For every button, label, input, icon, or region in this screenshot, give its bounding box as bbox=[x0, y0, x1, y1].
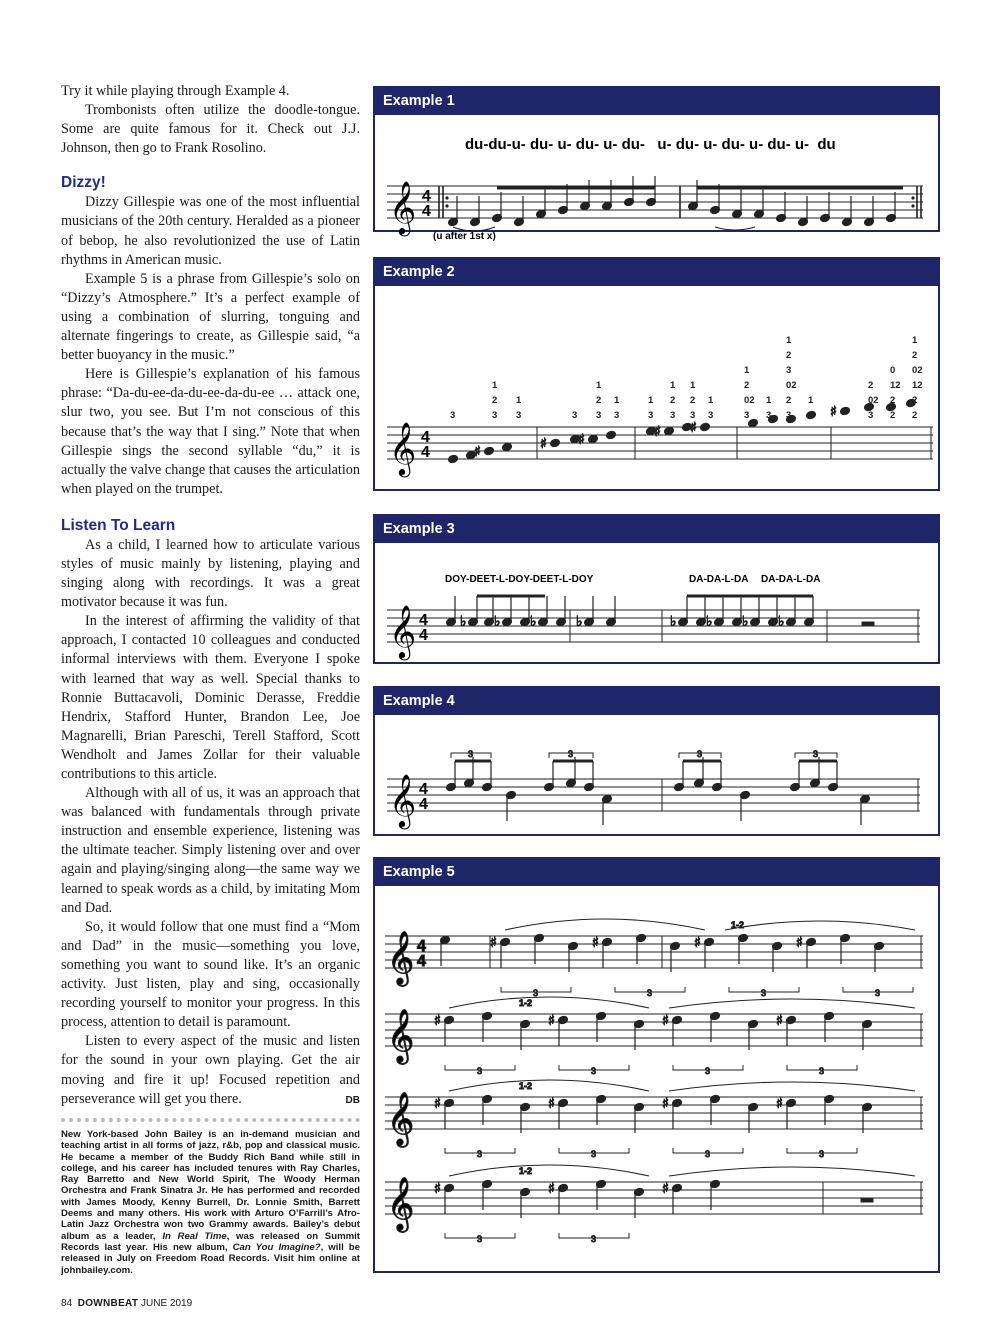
svg-text:4: 4 bbox=[419, 781, 428, 798]
sharp-sign: ♯ bbox=[548, 1096, 555, 1112]
example-title: Example 1 bbox=[375, 88, 938, 115]
flat-sign: ♭ bbox=[706, 614, 713, 630]
flat-sign: ♭ bbox=[742, 614, 749, 630]
sharp-sign: ♯ bbox=[776, 1013, 783, 1029]
sharp-sign: ♯ bbox=[796, 935, 803, 951]
example-2 bbox=[373, 257, 940, 491]
sharp-sign: ♯ bbox=[830, 404, 837, 420]
fingering-number: 2 bbox=[912, 350, 918, 361]
notation-example-4 bbox=[375, 715, 938, 834]
fingering-number: 2 bbox=[744, 380, 750, 391]
rest bbox=[861, 1198, 873, 1202]
notation-example-1 bbox=[375, 115, 938, 242]
time-sig: 4 bbox=[422, 188, 431, 205]
fingering-number: 2 bbox=[596, 395, 602, 406]
paragraph: In the interest of affirming the validity of that approach, I contacted 10 colleagues and conducted informal interviews with them. Everyone I spoke with learned that way as well. Special thanks to Ronnie Buttacavoli, Dominic Derasse, Freddie Hendrix, Stafford Hunter, Brandon Lee, Joe Magnarelli, Brian Pareschi, Terell Stafford, Scott Wendholt and James Zollar for their valuable contributions to this article. bbox=[61, 613, 360, 782]
fingering-label: 1-2 bbox=[519, 998, 533, 1008]
tuplet-number: 3 bbox=[468, 749, 474, 759]
example-1 bbox=[373, 86, 940, 242]
fingering-number: 3 bbox=[492, 410, 498, 421]
svg-text:4: 4 bbox=[419, 612, 428, 629]
example-title: Example 2 bbox=[375, 259, 938, 286]
paragraph: Listen to every aspect of the music and listen for the sound in your own playing. Get the air moving and fire it up! Focused repetition and perseverance will get you there. bbox=[61, 1033, 360, 1107]
bio-text: , was released on Summit Records last year. His new album, bbox=[61, 1230, 360, 1253]
fingering-number: 1 bbox=[648, 395, 654, 406]
paragraph: Try it while playing through Example 4. bbox=[61, 83, 290, 99]
sharp-sign: ♯ bbox=[694, 935, 701, 951]
fingering-number: 3 bbox=[450, 410, 456, 421]
paragraph: Example 5 is a phrase from Gillespie’s solo on “Dizzy’s Atmosphere.” It’s a perfect example of using a combination of slurring, tonguing and alternate fingerings to create, as Gillespie said, “a better buoyancy in the music.” bbox=[61, 270, 360, 364]
fingering-number: 1 bbox=[766, 395, 772, 406]
tuplet-number: 3 bbox=[819, 1149, 825, 1159]
section-heading-listen-to-learn: Listen To Learn bbox=[61, 516, 176, 534]
fingering-number: 12 bbox=[912, 380, 923, 391]
album-title: Can You Imagine? bbox=[232, 1241, 321, 1253]
tuplet-number: 3 bbox=[647, 988, 653, 998]
fingering-number: 3 bbox=[766, 410, 772, 421]
svg-text:4: 4 bbox=[417, 938, 426, 955]
syllable-text: DOY-DEET-L-DOY-DEET-L-DOY bbox=[445, 574, 594, 585]
fingering-number: 1 bbox=[614, 395, 620, 406]
fingering-number: 02 bbox=[786, 380, 797, 391]
treble-clef-icon: 𝄞 bbox=[389, 604, 417, 658]
note-head bbox=[484, 446, 495, 456]
note-head bbox=[448, 454, 459, 464]
fingering-number: 2 bbox=[670, 395, 676, 406]
notation-example-2 bbox=[375, 286, 938, 489]
notation-example-3 bbox=[375, 543, 938, 662]
fingering-label: 1-2 bbox=[519, 1166, 533, 1176]
fingering-number: 1 bbox=[690, 380, 696, 391]
article-column bbox=[61, 82, 360, 1106]
fingering-number: 02 bbox=[868, 395, 879, 406]
sharp-sign: ♯ bbox=[662, 1096, 669, 1112]
tuplet-number: 3 bbox=[705, 1149, 711, 1159]
fingering-number: 3 bbox=[786, 365, 792, 376]
note-head bbox=[588, 434, 599, 444]
fingering-number: 1 bbox=[596, 380, 602, 391]
tuplet-number: 3 bbox=[761, 988, 767, 998]
paragraph: Dizzy Gillespie was one of the most influential musicians of the 20th century. Heralded as a pioneer of bebop, he also revolutionized the use of Latin rhythms in American music. bbox=[61, 194, 360, 268]
sharp-sign: ♯ bbox=[474, 444, 481, 460]
example-title: Example 4 bbox=[375, 688, 938, 715]
fingering-number: 02 bbox=[744, 395, 755, 406]
slur bbox=[669, 1082, 915, 1091]
tuplet-number: 3 bbox=[477, 1234, 483, 1244]
fingering-number: 3 bbox=[868, 410, 874, 421]
fingering-number: 3 bbox=[648, 410, 654, 421]
tuplet-number: 3 bbox=[568, 749, 574, 759]
note-head bbox=[550, 438, 561, 448]
slur bbox=[449, 997, 649, 1008]
flat-sign: ♭ bbox=[460, 614, 467, 630]
sharp-sign: ♯ bbox=[434, 1013, 441, 1029]
slur bbox=[669, 999, 915, 1008]
slur bbox=[725, 921, 915, 930]
example-title: Example 3 bbox=[375, 516, 938, 543]
fingering-number: 3 bbox=[708, 410, 714, 421]
treble-clef-icon: 𝄞 bbox=[389, 773, 417, 827]
fingering-number: 1 bbox=[516, 395, 522, 406]
flat-sign: ♭ bbox=[494, 614, 501, 630]
album-title: In Real Time bbox=[162, 1230, 227, 1242]
sharp-sign: ♯ bbox=[578, 432, 585, 448]
fingering-number: 2 bbox=[912, 410, 918, 421]
sharp-sign: ♯ bbox=[662, 1181, 669, 1197]
fingering-number: 2 bbox=[492, 395, 498, 406]
tuplet-number: 3 bbox=[591, 1066, 597, 1076]
sharp-sign: ♯ bbox=[490, 935, 497, 951]
sharp-sign: ♯ bbox=[434, 1181, 441, 1197]
sharp-sign: ♯ bbox=[592, 935, 599, 951]
sharp-sign: ♯ bbox=[776, 1096, 783, 1112]
note-head bbox=[502, 442, 513, 452]
tuplet-number: 3 bbox=[697, 749, 703, 759]
example-5 bbox=[373, 857, 940, 1273]
author-bio bbox=[61, 1129, 360, 1276]
fingering-number: 12 bbox=[890, 380, 901, 391]
svg-text:4: 4 bbox=[421, 429, 430, 446]
tuplet-number: 3 bbox=[477, 1149, 483, 1159]
treble-clef-icon: 𝄞 bbox=[387, 930, 415, 984]
rest bbox=[862, 622, 874, 626]
example-3 bbox=[373, 514, 940, 664]
svg-text:4: 4 bbox=[419, 796, 428, 813]
flat-sign: ♭ bbox=[670, 614, 677, 630]
example-title: Example 5 bbox=[375, 859, 938, 886]
fingering-number: 1 bbox=[912, 335, 918, 346]
paragraph: Although with all of us, it was an approach that was balanced with fundamentals through private instruction and ensemble experience, listening was the ultimate teacher. Simply listening over and over again and playing/singing along—the same way we learned to speak words as a child, by imitating Mom and Dad. bbox=[61, 785, 360, 916]
page-number: 84 bbox=[61, 1298, 73, 1309]
syllable-text: du-du-u- du- u- du- u- du- u- du- u- du- u- du- u- du bbox=[465, 136, 836, 153]
tuplet-number: 3 bbox=[533, 988, 539, 998]
fingering-label: 1-2 bbox=[731, 920, 745, 930]
fingering-number: 2 bbox=[868, 380, 874, 391]
tuplet-number: 3 bbox=[875, 988, 881, 998]
fingering-number: 3 bbox=[614, 410, 620, 421]
slur bbox=[669, 1167, 915, 1176]
treble-clef-icon: 𝄞 bbox=[389, 421, 417, 475]
sharp-sign: ♯ bbox=[548, 1181, 555, 1197]
slur bbox=[715, 227, 755, 230]
fingering-number: 3 bbox=[808, 410, 814, 421]
svg-text:4: 4 bbox=[422, 203, 431, 220]
fingering-number: 3 bbox=[744, 410, 750, 421]
fingering-number: 3 bbox=[596, 410, 602, 421]
tuplet-number: 3 bbox=[819, 1066, 825, 1076]
sharp-sign: ♯ bbox=[662, 1013, 669, 1029]
issue-date: JUNE 2019 bbox=[141, 1298, 193, 1309]
note-head bbox=[664, 426, 675, 436]
slur bbox=[449, 1165, 649, 1176]
fingering-number: 02 bbox=[912, 365, 923, 376]
svg-text:4: 4 bbox=[419, 627, 428, 644]
sharp-sign: ♯ bbox=[548, 1013, 555, 1029]
tuplet-number: 3 bbox=[591, 1234, 597, 1244]
fingering-number: 0 bbox=[890, 365, 896, 376]
tuplet-number: 3 bbox=[591, 1149, 597, 1159]
fingering-number: 3 bbox=[572, 410, 578, 421]
bio-divider bbox=[61, 1118, 360, 1122]
treble-clef-icon: 𝄞 bbox=[387, 1008, 415, 1062]
section-heading-dizzy: Dizzy! bbox=[61, 174, 106, 192]
fingering-number: 2 bbox=[890, 410, 896, 421]
sharp-sign: ♯ bbox=[540, 436, 547, 452]
fingering-number: 2 bbox=[690, 395, 696, 406]
treble-clef-icon: 𝄞 bbox=[389, 180, 417, 234]
bio-text: , will be released in July on Freedom Road Records. Visit him online at johnbailey.com. bbox=[61, 1241, 360, 1276]
bio-text: New York-based John Bailey is an in-demand musician and teaching artist in all forms of jazz, r&b, pop and classical music. He became a member of the Buddy Rich Band while still in college, and his career has included tenures with Ray Charles, Ray Barretto and New World Spirit, The Woody Herman Orchestra and Frank Sinatra Jr. He has performed and recorded with James Moody, Kenny Burrell, Dr. Lonnie Smith, Barrett Deems and many others. His work with Arturo O’Farrill’s Afro-Latin Jazz Orchestra won two Grammy awards. Bailey’s debut album as a leader, bbox=[61, 1129, 360, 1242]
fingering-number: 2 bbox=[786, 395, 792, 406]
fingering-number: 2 bbox=[786, 350, 792, 361]
slur bbox=[449, 1080, 649, 1091]
tuplet-number: 3 bbox=[477, 1066, 483, 1076]
sharp-sign: ♯ bbox=[434, 1096, 441, 1112]
svg-text:4: 4 bbox=[421, 444, 430, 461]
footnote-text: (u after 1st x) bbox=[433, 231, 496, 242]
fingering-number: 2 bbox=[890, 395, 896, 406]
note-head bbox=[700, 422, 711, 432]
fingering-number: 1 bbox=[808, 395, 814, 406]
signoff-db: DB bbox=[345, 1094, 360, 1106]
sharp-sign: ♯ bbox=[690, 420, 697, 436]
flat-sign: ♭ bbox=[530, 614, 537, 630]
paragraph: As a child, I learned how to articulate various styles of music mainly by listening, playing and singing along with recordings. It was a great motivator because it was fun. bbox=[61, 536, 360, 611]
slur bbox=[505, 919, 705, 930]
fingering-number: 1 bbox=[744, 365, 750, 376]
publication-name: DOWNBEAT bbox=[77, 1298, 139, 1309]
treble-clef-icon: 𝄞 bbox=[387, 1176, 415, 1230]
note-head bbox=[606, 430, 617, 440]
paragraph: So, it would follow that one must find a “Mom and Dad” in the music—something you love, something you want to sound like. It’s an organic activity. Just listen, play and sing, occasionally recording yourself to monitor your progress. In this process, attention to detail is paramount. bbox=[61, 918, 360, 1031]
fingering-number: 2 bbox=[912, 395, 918, 406]
svg-text:4: 4 bbox=[417, 953, 426, 970]
sharp-sign: ♯ bbox=[654, 424, 661, 440]
fingering-number: 1 bbox=[670, 380, 676, 391]
fingering-number: 3 bbox=[786, 410, 792, 421]
tuplet-number: 3 bbox=[705, 1066, 711, 1076]
fingering-label: 1-2 bbox=[519, 1081, 533, 1091]
fingering-number: 1 bbox=[492, 380, 498, 391]
fingering-number: 1 bbox=[786, 335, 792, 346]
flat-sign: ♭ bbox=[778, 614, 785, 630]
note-head bbox=[840, 406, 851, 416]
tuplet-number: 3 bbox=[813, 749, 819, 759]
example-4 bbox=[373, 686, 940, 836]
paragraph: Trombonists often utilize the doodle-tongue. Some are quite famous for it. Check out J.J. Johnson, then go to Frank Rosolino. bbox=[61, 102, 360, 157]
syllable-text: DA-DA-L-DA bbox=[689, 574, 749, 585]
fingering-number: 3 bbox=[516, 410, 522, 421]
fingering-number: 3 bbox=[670, 410, 676, 421]
page-footer bbox=[61, 1298, 192, 1309]
fingering-number: 3 bbox=[690, 410, 696, 421]
treble-clef-icon: 𝄞 bbox=[387, 1091, 415, 1145]
notation-example-5 bbox=[375, 886, 938, 1271]
flat-sign: ♭ bbox=[576, 614, 583, 630]
syllable-text: DA-DA-L-DA bbox=[761, 574, 821, 585]
paragraph: Here is Gillespie’s explanation of his famous phrase: “Da-du-ee-da-du-ee-da-du-ee … attack one, slur two, you see. But I’m not conscious of this because that’s the way that I sing.” Note that when Gillespie sings the second syllable “du,” it is actually the valve change that causes the articulation when played on the trumpet. bbox=[61, 366, 360, 497]
fingering-number: 1 bbox=[708, 395, 714, 406]
